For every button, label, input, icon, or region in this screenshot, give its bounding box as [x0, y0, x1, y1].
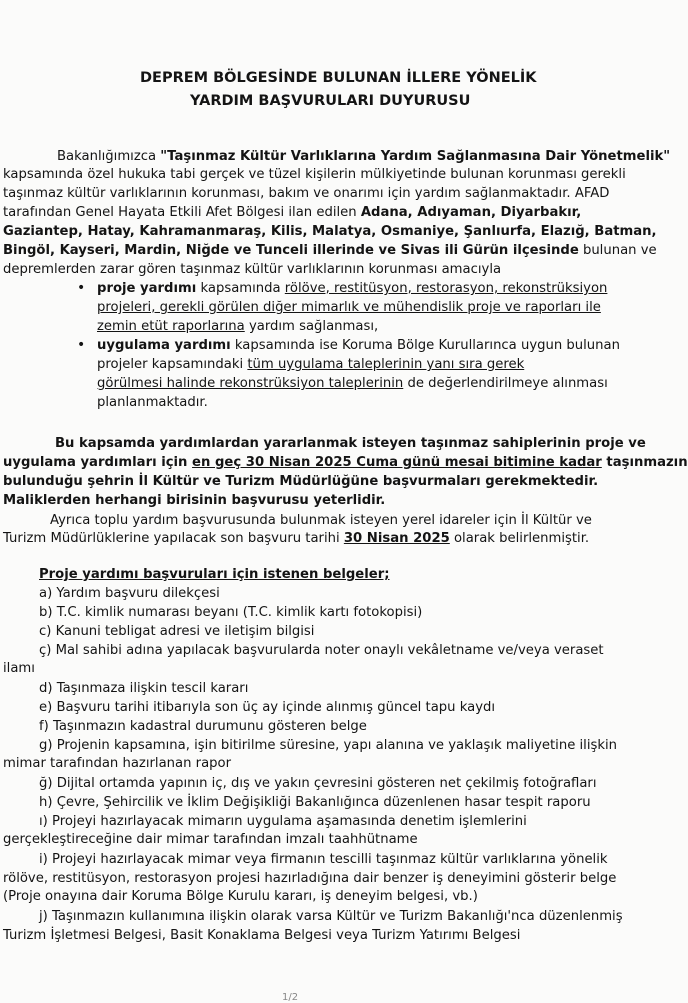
- doc-item-i2-line3: (Proje onayına dair Koruma Bölge Kurulu kararı, iş deneyim belgesi, vb.): [3, 889, 478, 904]
- bullet1-line-1: [97, 280, 607, 298]
- intro-line-7: depremlerden zarar gören taşınmaz kültür varlıklarının korunması amacıyla: [3, 262, 502, 277]
- doc-item-j-line2: Turizm İşletmesi Belgesi, Basit Konaklama Belgesi veya Turizm Yatırımı Belgesi: [3, 928, 521, 943]
- local-admin-line-1: Ayrıca toplu yardım başvurusunda bulunmak isteyen yerel idareler için İl Kültür ve: [50, 513, 592, 528]
- document-title-line1: DEPREM BÖLGESİNDE BULUNAN İLLERE YÖNELİK: [140, 70, 537, 86]
- deadline-text: uygulama yardımları için: [3, 455, 193, 470]
- doc-item-b: b) T.C. kimlik numarası beyanı (T.C. kimlik kartı fotokopisi): [39, 605, 423, 620]
- project-aid-term: proje yardımı: [97, 281, 197, 296]
- doc-item-i2-line2: rölöve, restitüsyon, restorasyon projesi hazırladığına dair benzer iş deneyimini gösterir belge: [3, 871, 617, 886]
- doc-item-j-line1: j) Taşınmazın kullanımına ilişkin olarak varsa Kültür ve Turizm Bakanlığı'nca düzenlenmiş: [39, 909, 623, 924]
- underlined-text: rölöve, restitüsyon, restorasyon, rekonstrüksiyon: [284, 281, 608, 296]
- bullet2-line-2: [97, 356, 524, 374]
- intro-line-6: [3, 242, 657, 260]
- bullet2-line-1: [97, 337, 620, 355]
- page-number: 1/2: [282, 992, 299, 1003]
- bullet-text: projeler kapsamındaki: [97, 357, 248, 372]
- underlined-text: görülmesi halinde rekonstrüksiyon taleplerinin: [97, 376, 404, 391]
- local-admin-text: olarak belirlenmiştir.: [449, 531, 590, 546]
- deadline-date: en geç 30 Nisan 2025 Cuma günü mesai bitimine kadar: [192, 455, 602, 470]
- doc-item-e: e) Başvuru tarihi itibarıyla son üç ay içinde alınmış güncel tapu kaydı: [39, 700, 496, 715]
- underlined-text: zemin etüt raporlarına: [97, 319, 245, 334]
- intro-line-3: taşınmaz kültür varlıklarının korunması, bakım ve onarımı için yardım sağlanmaktadır. AFAD: [3, 186, 610, 201]
- underlined-text: tüm uygulama taleplerinin yanı sıra gerek: [247, 357, 525, 372]
- deadline-line-1: Bu kapsamda yardımlardan yararlanmak isteyen taşınmaz sahiplerinin proje ve: [55, 436, 646, 451]
- doc-item-h: h) Çevre, Şehircilik ve İklim Değişikliği Bakanlığınca düzenlenen hasar tespit raporu: [39, 795, 591, 810]
- deadline-line-3: bulunduğu şehrin İl Kültür ve Turizm Müdürlüğüne başvurmaları gerekmektedir.: [3, 474, 599, 489]
- documents-heading: Proje yardımı başvuruları için istenen belgeler;: [39, 567, 390, 582]
- doc-item-f: f) Taşınmazın kadastral durumunu gösteren belge: [39, 719, 367, 734]
- application-aid-term: uygulama yardımı: [97, 338, 231, 353]
- doc-item-cc-line1: ç) Mal sahibi adına yapılacak başvurularda noter onaylı vekâletname ve/veya veraset: [39, 643, 604, 658]
- intro-text: bulunan ve: [578, 243, 657, 258]
- province-list: Bingöl, Kayseri, Mardin, Niğde ve Tunceli illerinde ve Sivas ili Gürün ilçesinde: [3, 243, 579, 258]
- intro-line-2: kapsamında özel hukuka tabi gerçek ve tüzel kişilerin mülkiyetinde bulunan korunması gerekli: [3, 167, 626, 182]
- doc-item-g-line2: mimar tarafından hazırlanan rapor: [3, 756, 232, 771]
- doc-item-g-line1: g) Projenin kapsamına, işin bitirilme süresine, yapı alanına ve yaklaşık maliyetine ilişkin: [39, 738, 618, 753]
- doc-item-a: a) Yardım başvuru dilekçesi: [39, 586, 220, 601]
- bullet2-line-4: planlanmaktadır.: [97, 395, 208, 410]
- intro-line-4: [3, 204, 581, 222]
- local-admin-text: Turizm Müdürlüklerine yapılacak son başvuru tarihi: [3, 531, 344, 546]
- doc-item-cc-line2: ilamı: [3, 661, 35, 676]
- intro-text: Bakanlığımızca: [57, 149, 161, 164]
- intro-line-1: [57, 148, 670, 166]
- bullet1-line-3: [97, 318, 378, 336]
- bullet-text: kapsamında ise Koruma Bölge Kurullarınca uygun bulunan: [230, 338, 620, 353]
- bullet-text: yardım sağlanması,: [244, 319, 379, 334]
- province-list: Adana, Adıyaman, Diyarbakır,: [360, 205, 582, 220]
- doc-item-c: c) Kanuni tebligat adresi ve iletişim bilgisi: [39, 624, 315, 639]
- bullet-dot-icon: •: [77, 337, 86, 353]
- regulation-name: "Taşınmaz Kültür Varlıklarına Yardım Sağlanmasına Dair Yönetmelik": [160, 149, 671, 164]
- doc-item-i1-line2: gerçekleştireceğine dair mimar tarafından imzalı taahhütname: [3, 832, 418, 847]
- bullet1-line-2: projeleri, gerekli görülen diğer mimarlık ve mühendislik proje ve raporları ile: [97, 300, 601, 315]
- intro-line-5: Gaziantep, Hatay, Kahramanmaraş, Kilis, Malatya, Osmaniye, Şanlıurfa, Elazığ, Batman,: [3, 224, 657, 239]
- deadline-text: taşınmazın: [601, 455, 688, 470]
- doc-item-i2-line1: i) Projeyi hazırlayacak mimar veya firmanın tescilli taşınmaz kültür varlıklarına yönelik: [39, 852, 608, 867]
- local-admin-date: 30 Nisan 2025: [343, 531, 450, 546]
- bullet-text: de değerlendirilmeye alınması: [403, 376, 608, 391]
- deadline-line-2: [3, 454, 688, 472]
- bullet-text: kapsamında: [196, 281, 285, 296]
- bullet2-line-3: [97, 375, 608, 393]
- deadline-line-4: Maliklerden herhangi birisinin başvurusu yeterlidir.: [3, 493, 386, 508]
- doc-item-d: d) Taşınmaza ilişkin tescil kararı: [39, 681, 249, 696]
- bullet-dot-icon: •: [77, 280, 86, 296]
- document-title-line2: YARDIM BAŞVURULARI DUYURUSU: [190, 93, 471, 109]
- doc-item-i1-line1: ı) Projeyi hazırlayacak mimarın uygulama aşamasında denetim işlemlerini: [39, 814, 527, 829]
- local-admin-line-2: [3, 530, 589, 548]
- doc-item-gg: ğ) Dijital ortamda yapının iç, dış ve yakın çevresini gösteren net çekilmiş fotoğrafları: [39, 776, 597, 791]
- intro-text: tarafından Genel Hayata Etkili Afet Bölgesi ilan edilen: [3, 205, 361, 220]
